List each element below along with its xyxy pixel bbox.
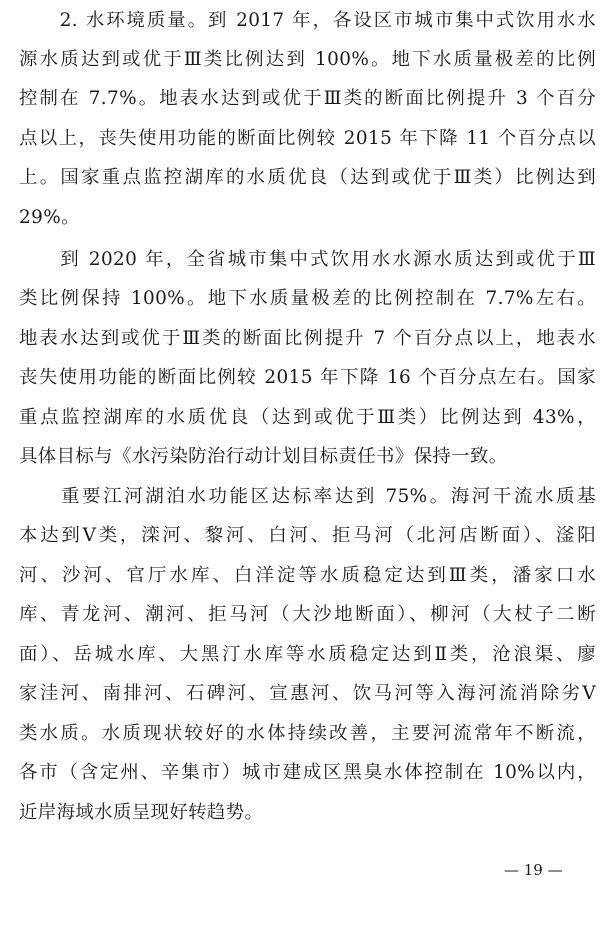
text-line: 重要江河湖泊水功能区达标率达到 75%。海河干流水质基	[19, 486, 596, 507]
text-line: 上。国家重点监控湖库的水质优良（达到或优于Ⅲ类）比例达到	[19, 167, 596, 188]
text-line: 家洼河、南排河、石碑河、宣惠河、饮马河等入海河流消除劣Ⅴ	[19, 683, 596, 704]
text-line: 库、青龙河、潮河、拒马河（大沙地断面）、柳河（大杖子二断	[19, 604, 596, 625]
text-line: 控制在 7.7%。地表水达到或优于Ⅲ类的断面比例提升 3 个百分	[19, 88, 596, 109]
text-line: 近岸海域水质呈现好转趋势。	[19, 802, 264, 823]
text-line: 面）、岳城水库、大黑汀水库等水质稳定达到Ⅱ类，沧浪渠、廖	[19, 644, 596, 665]
text-line: 到 2020 年，全省城市集中式饮用水水源水质达到或优于Ⅲ	[19, 249, 596, 270]
page-number: — 19 —	[504, 861, 563, 879]
text-line: 具体目标与《水污染防治行动计划目标责任书》保持一致。	[19, 446, 508, 467]
text-line: 类比例保持 100%。地下水质量极差的比例控制在 7.7%左右。	[19, 288, 596, 309]
text-line: 地表水达到或优于Ⅲ类的断面比例提升 7 个百分点以上，地表水	[19, 328, 596, 349]
text-line: 本达到Ⅴ类，滦河、黎河、白河、拒马河（北河店断面）、滏阳	[19, 525, 596, 546]
text-line: 重点监控湖库的水质优良（达到或优于Ⅲ类）比例达到 43%，	[19, 407, 596, 428]
text-line: 源水质达到或优于Ⅲ类比例达到 100%。地下水质量极差的比例	[19, 49, 596, 70]
text-line: 各市（含定州、辛集市）城市建成区黑臭水体控制在 10%以内，	[19, 762, 596, 783]
text-line: 河、沙河、官厅水库、白洋淀等水质稳定达到Ⅲ类，潘家口水	[19, 565, 596, 586]
text-line: 丧失使用功能的断面比例较 2015 年下降 16 个百分点左右。国家	[19, 367, 596, 388]
text-line: 类水质。水质现状较好的水体持续改善，主要河流常年不断流，	[19, 723, 596, 744]
text-line: 点以上，丧失使用功能的断面比例较 2015 年下降 11 个百分点以	[19, 128, 596, 149]
text-line: 29%。	[19, 207, 80, 228]
text-line: 2. 水环境质量。到 2017 年，各设区市城市集中式饮用水水	[19, 10, 596, 31]
